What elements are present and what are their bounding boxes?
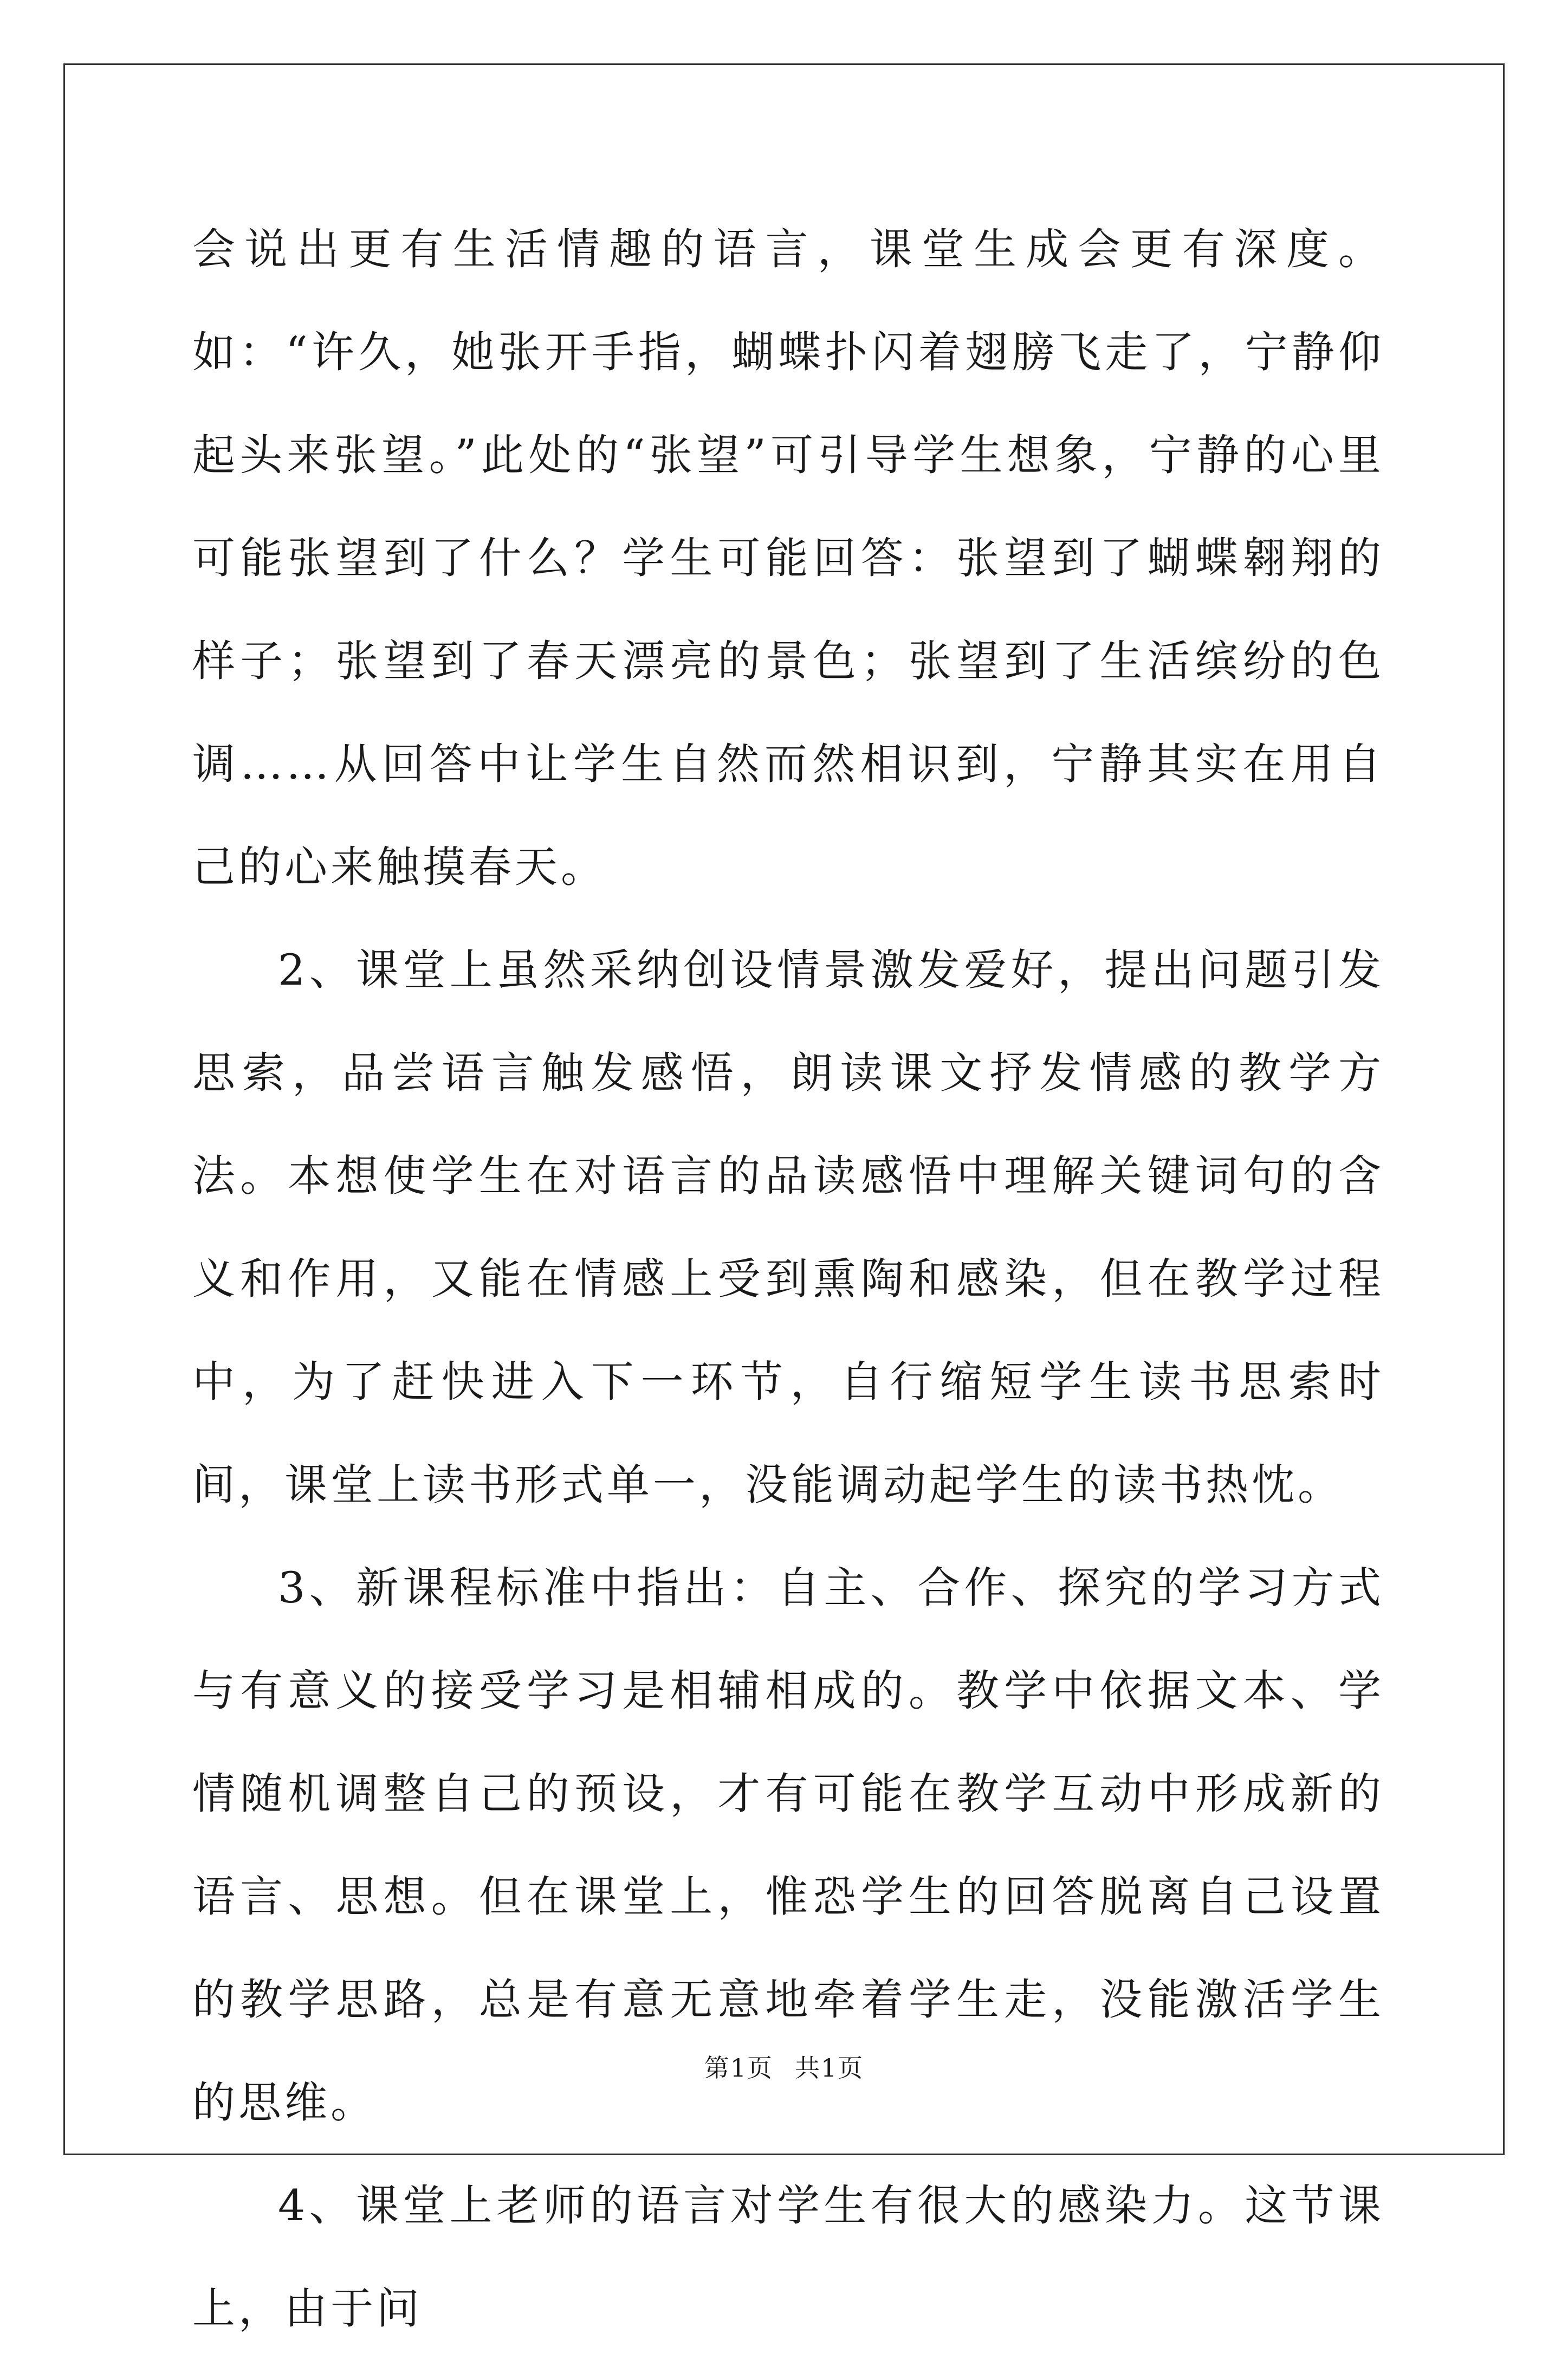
page-number: 第1页	[704, 2053, 773, 2083]
paragraph-3: 3、新课程标准中指出：自主、合作、探究的学习方式与有意义的接受学习是相辅相成的。教学中依据文本、学情随机调整自己的预设，才有可能在教学互动中形成新的语言、思想。但在课堂上，惟恐学生的回答脱离自己设置的教学思路，总是有意无意地牵着学生走，没能激活学生的思维。	[192, 1563, 1384, 2128]
page-total: 共1页	[795, 2053, 864, 2083]
document-body	[192, 198, 1384, 2360]
paragraph-1: 会说出更有生活情趣的语言，课堂生成会更有深度。如：“许久，她张开手指，蝴蝶扑闪着翅膀飞走了，宁静仰起头来张望。”此处的“张望”可引导学生想象，宁静的心里可能张望到了什么？学生可能回答：张望到了蝴蝶翱翔的样子；张望到了春天漂亮的景色；张望到了生活缤纷的色调……从回答中让学生自然而然相识到，宁静其实在用自己的心来触摸春天。	[192, 224, 1384, 892]
page-footer	[0, 2048, 1568, 2084]
paragraph-2: 2、课堂上虽然采纳创设情景激发爱好，提出问题引发思索，品尝语言触发感悟，朗读课文抒发情感的教学方法。本想使学生在对语言的品读感悟中理解关键词句的含义和作用，又能在情感上受到熏陶和感染，但在教学过程中，为了赶快进入下一环节，自行缩短学生读书思索时间，课堂上读书形式单一，没能调动起学生的读书热忱。	[192, 945, 1384, 1510]
paragraph-4: 4、课堂上老师的语言对学生有很大的感染力。这节课上，由于问	[192, 2181, 1384, 2333]
